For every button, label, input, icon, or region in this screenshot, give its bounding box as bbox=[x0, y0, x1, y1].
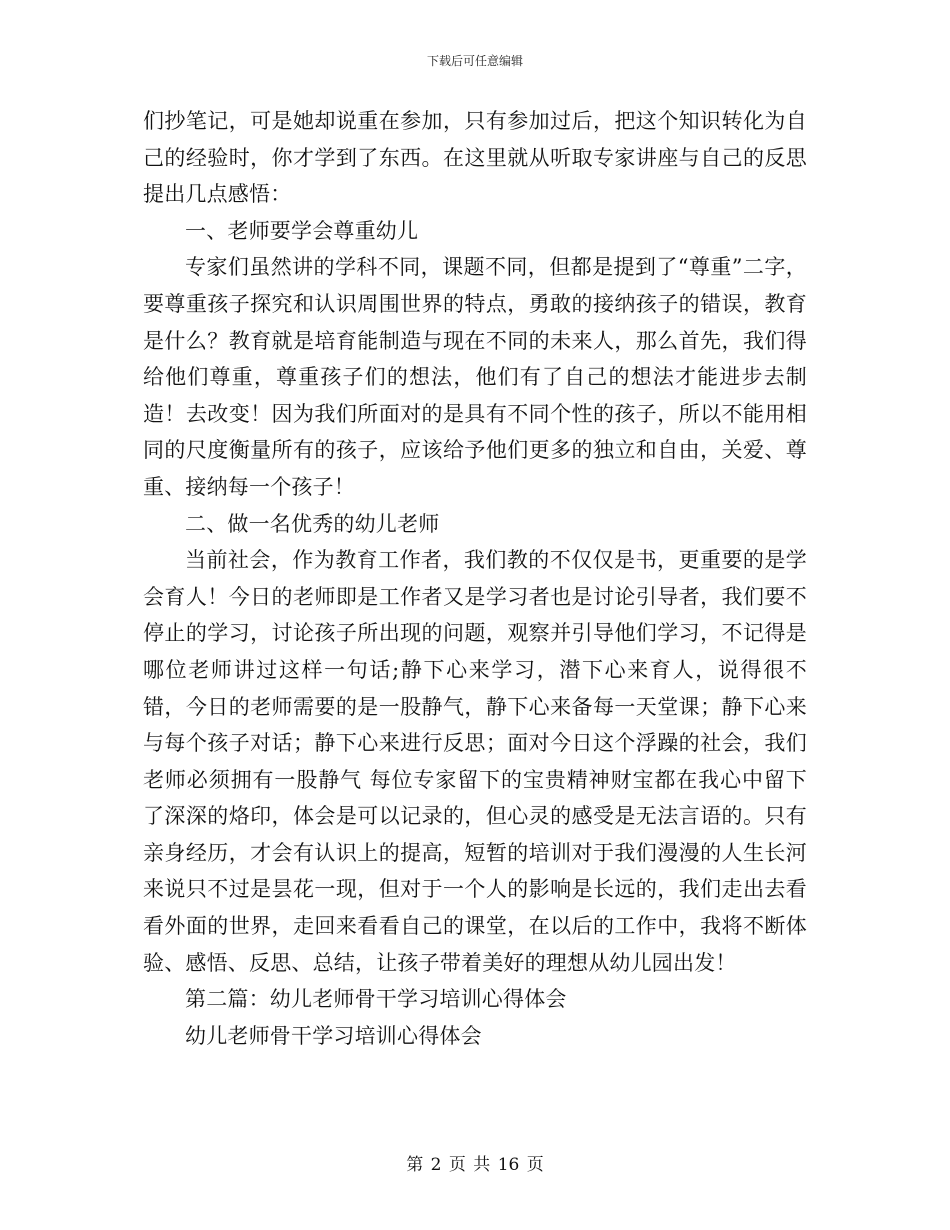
article-title-part-two: 第二篇：幼儿老师骨干学习培训心得体会 bbox=[185, 987, 567, 1012]
section-heading-respect: 一、老师要学会尊重幼儿 bbox=[185, 218, 419, 243]
page-number: 第 2 页 共 16 页 bbox=[406, 1155, 544, 1175]
article-subtitle: 幼儿老师骨干学习培训心得体会 bbox=[185, 1023, 482, 1048]
paragraph-excellent-teacher: 当前社会，作为教育工作者，我们教的不仅仅是书，更重要的是学会育人！今日的老师即是工作者又是学习者也是讨论引导者，我们要不停止的学习，讨论孩子所出现的问题，观察并引导他们学习，不记得是哪位老师讲过这样一句话;静下心来学习，潜下心来育人，说得很不错，今日的老师需要的是一股静气，静下心来备每一天堂课；静下心来与每个孩子对话；静下心来进行反思；面对今日这个浮躁的社会，我们老师必须拥有一股静气 每位专家留下的宝贵精神财宝都在我心中留下了深深的烙印，体会是可以记录的，但心灵的感受是无法言语的。只有亲身经历，才会有认识上的提高，短暂的培训对于我们漫漫的人生长河来说只不过是昙花一现，但对于一个人的影响是长远的，我们走出去看看外面的世界，走回来看看自己的课堂，在以后的工作中，我将不断体验、感悟、反思、总结，让孩子带着美好的理想从幼儿园出发！ bbox=[143, 548, 807, 975]
paragraph-continuation: 们抄笔记，可是她却说重在参加，只有参加过后，把这个知识转化为自己的经验时，你才学到了东西。在这里就从听取专家讲座与自己的反思提出几点感悟： bbox=[143, 109, 807, 207]
paragraph-respect: 专家们虽然讲的学科不同，课题不同，但都是提到了“尊重”二字，要尊重孩子探究和认识周围世界的特点，勇敢的接纳孩子的错误，教育是什么？教育就是培育能制造与现在不同的未来人，那么首先，我们得给他们尊重，尊重孩子们的想法，他们有了自己的想法才能进步去制造！去改变！因为我们所面对的是具有不同个性的孩子，所以不能用相同的尺度衡量所有的孩子，应该给予他们更多的独立和自由，关爱、尊重、接纳每一个孩子！ bbox=[143, 255, 807, 499]
document-body bbox=[143, 103, 807, 1054]
page-header: 下载后可任意编辑 bbox=[426, 54, 523, 68]
section-heading-excellent-teacher: 二、做一名优秀的幼儿老师 bbox=[185, 511, 440, 536]
